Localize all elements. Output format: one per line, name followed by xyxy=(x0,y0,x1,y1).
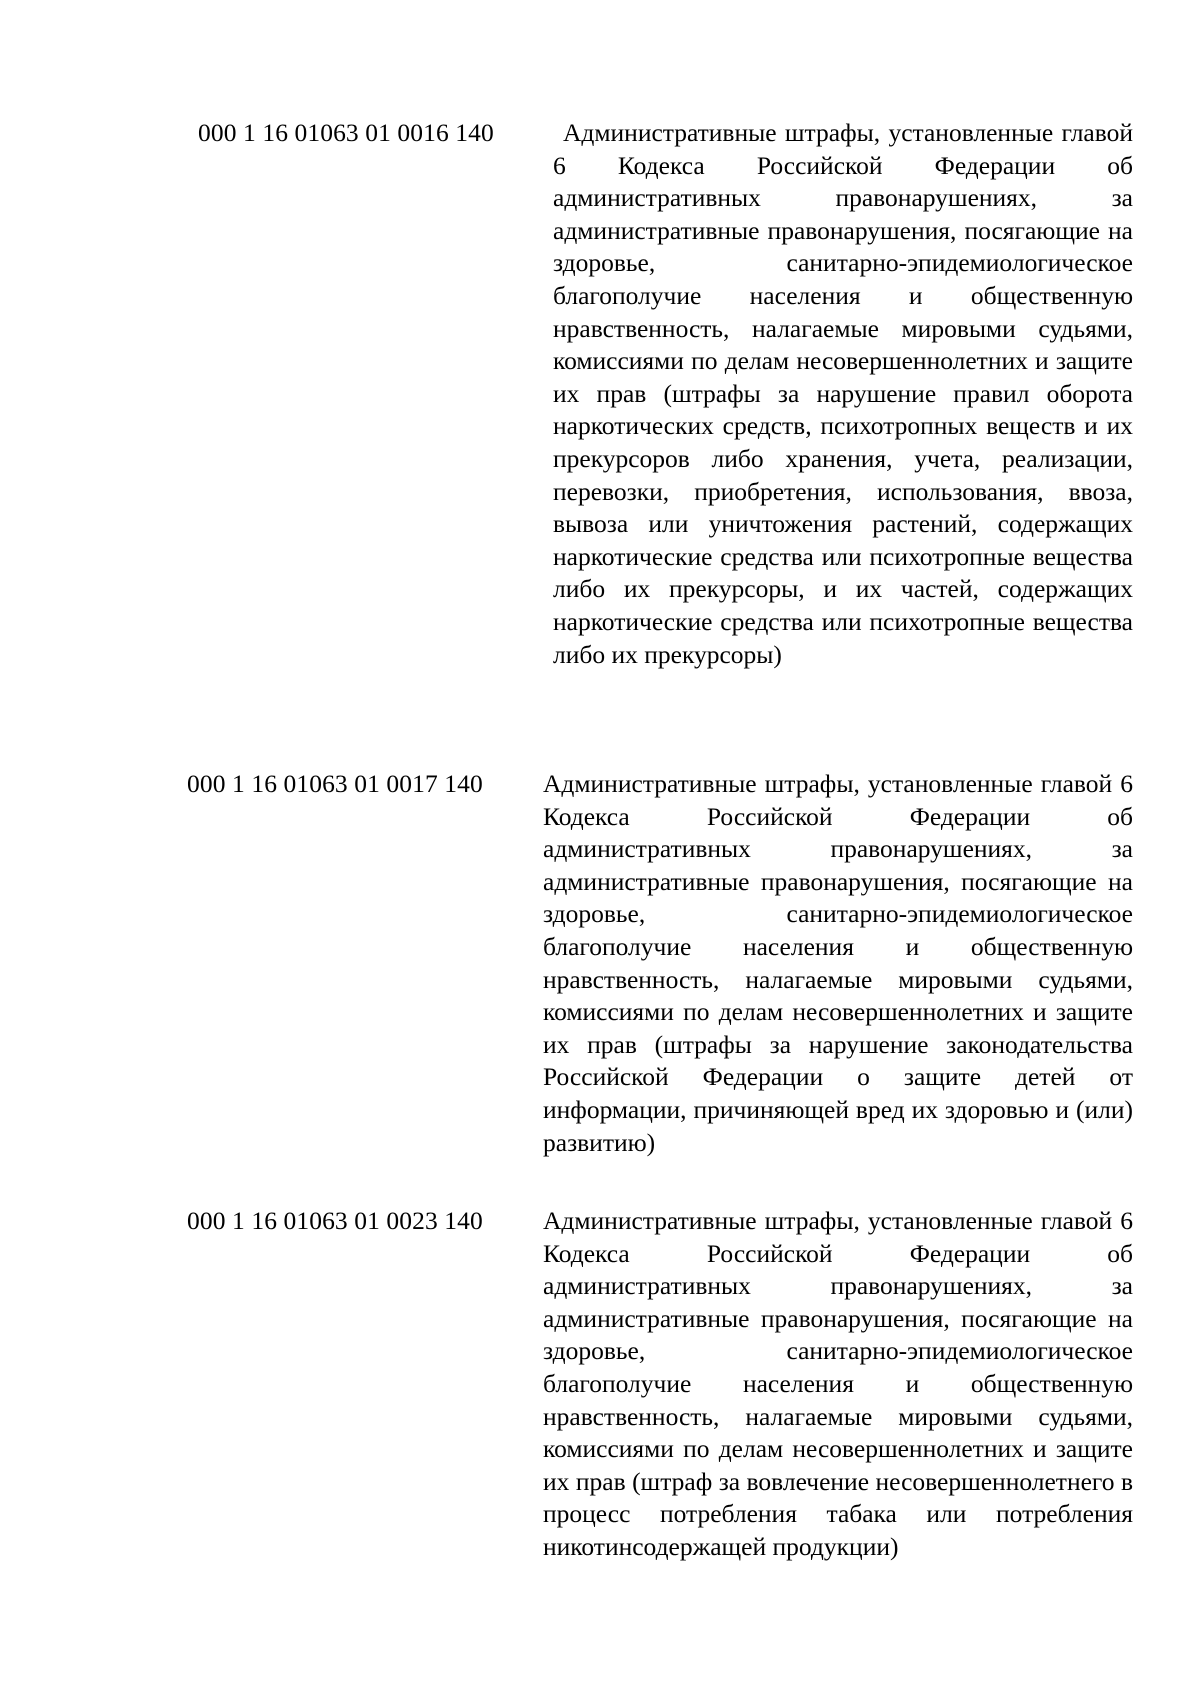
code-description: Административные штрафы, установленные главой 6 Кодекса Российской Федерации об административных правонарушениях, за административные правонарушения, посягающие на здоровье, санитарно-эпидемиологическое благополучие населения и общественную нравственность, налагаемые мировыми судьями, комиссиями по делам несовершеннолетних и защите их прав (штрафы за нарушение правил оборота наркотических средств, психотропных веществ и их прекурсоров либо хранения, учета, реализации, перевозки, приобретения, использования, ввоза, вывоза или уничтожения растений, содержащих наркотические средства или психотропные вещества либо их прекурсоры, и их частей, содержащих наркотические средства или психотропные вещества либо их прекурсоры) xyxy=(553,118,1133,669)
budget-classification-code: 000 1 16 01063 01 0016 140 xyxy=(198,118,494,147)
code-description: Административные штрафы, установленные главой 6 Кодекса Российской Федерации об административных правонарушениях, за административные правонарушения, посягающие на здоровье, санитарно-эпидемиологическое благополучие населения и общественную нравственность, налагаемые мировыми судьями, комиссиями по делам несовершеннолетних и защите их прав (штраф за вовлечение несовершеннолетнего в процесс потребления табака или потребления никотинсодержащей продукции) xyxy=(543,1206,1133,1561)
budget-classification-code: 000 1 16 01063 01 0023 140 xyxy=(187,1206,483,1235)
budget-classification-code: 000 1 16 01063 01 0017 140 xyxy=(187,769,483,798)
code-description: Административные штрафы, установленные главой 6 Кодекса Российской Федерации об административных правонарушениях, за административные правонарушения, посягающие на здоровье, санитарно-эпидемиологическое благополучие населения и общественную нравственность, налагаемые мировыми судьями, комиссиями по делам несовершеннолетних и защите их прав (штрафы за нарушение законодательства Российской Федерации о защите детей от информации, причиняющей вред их здоровью и (или) развитию) xyxy=(543,769,1133,1157)
